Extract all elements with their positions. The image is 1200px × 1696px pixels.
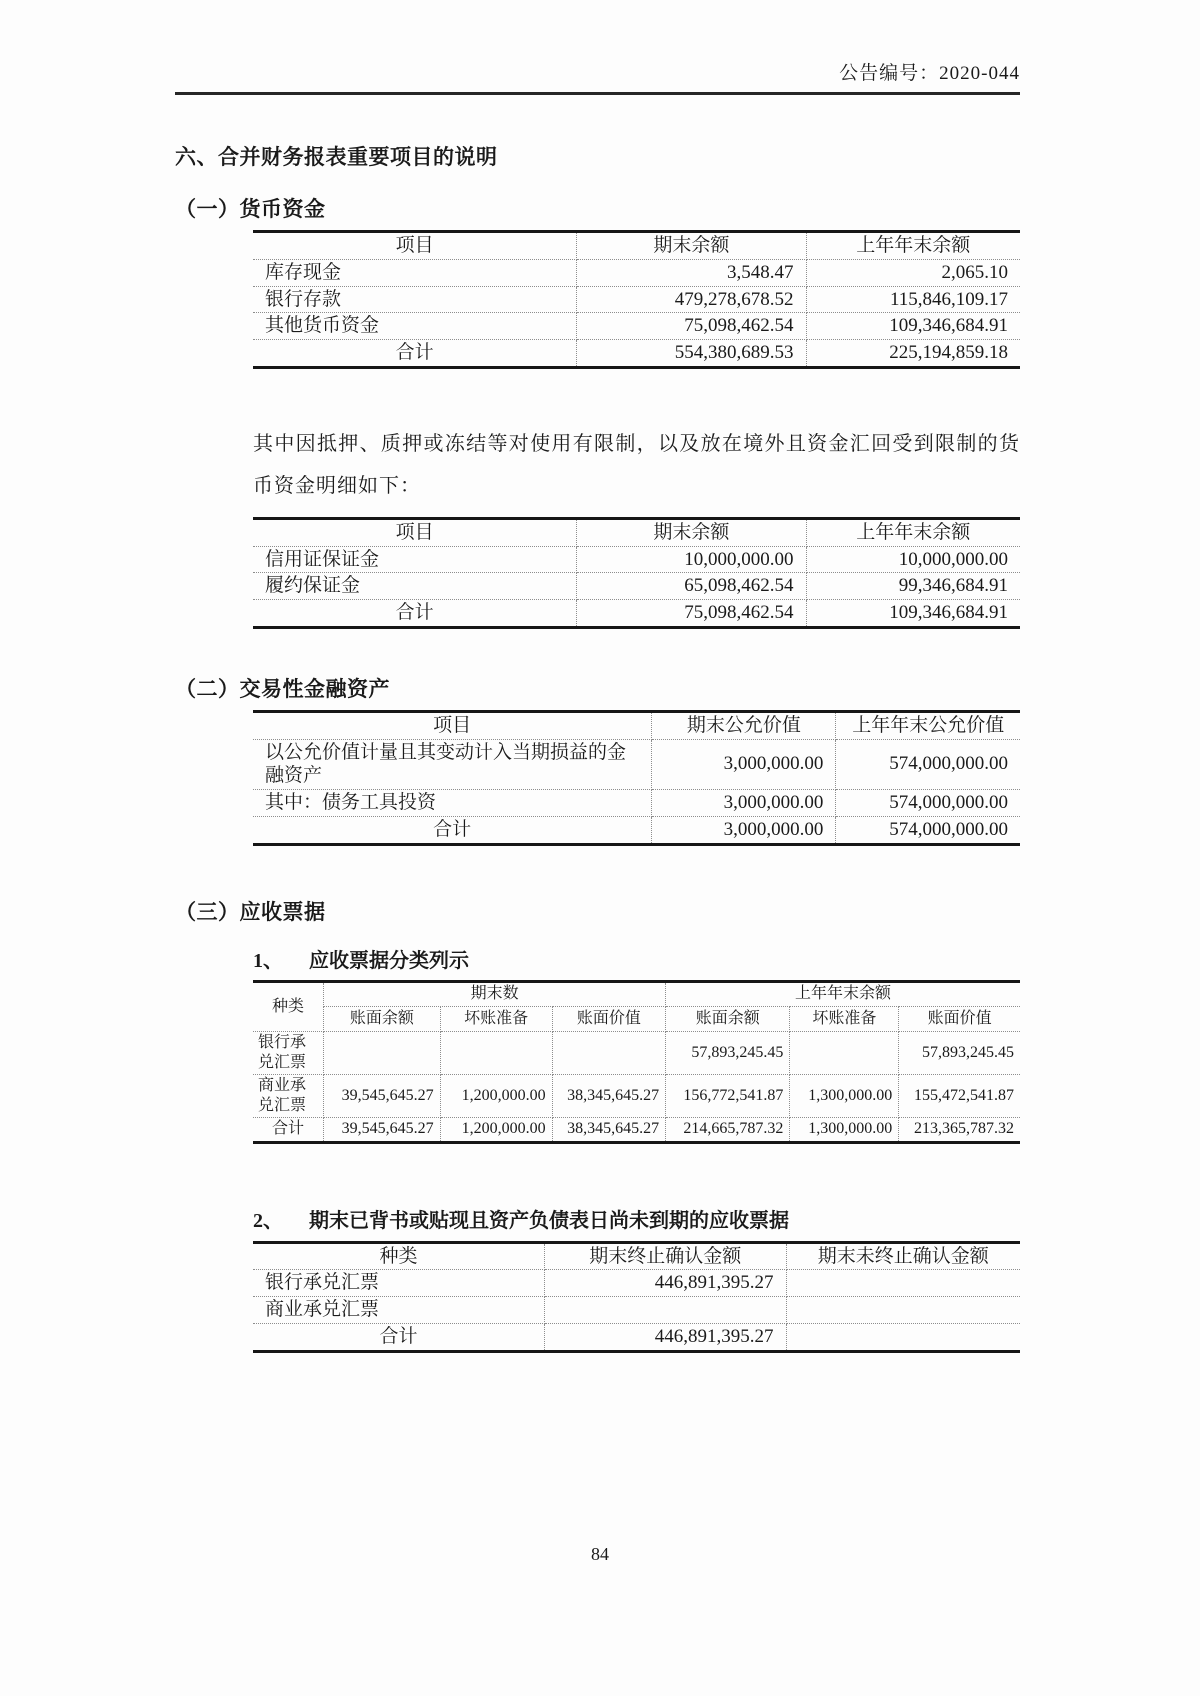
table-row [253, 739, 1020, 790]
restricted-funds-note: 其中因抵押、质押或冻结等对使用有限制，以及放在境外且资金汇回受到限制的货币资金明细如下： [253, 432, 1020, 497]
cell-value: 65,098,462.54 [577, 573, 806, 600]
cell-value [440, 1031, 552, 1074]
column-header: 账面余额 [666, 1006, 790, 1031]
cell-value: 99,346,684.91 [806, 573, 1020, 600]
cell-value [786, 1270, 1020, 1297]
cell-label: 商业承兑汇票 [253, 1074, 324, 1117]
cell-label: 合计 [253, 1117, 324, 1142]
cell-value [544, 1297, 786, 1324]
cell-value: 75,098,462.54 [577, 600, 806, 628]
column-header: 账面价值 [899, 1006, 1020, 1031]
cell-label: 其他货币资金 [253, 313, 577, 340]
cell-value: 3,000,000.00 [652, 816, 836, 844]
subsection-2-title-text: 期末已背书或贴现且资产负债表日尚未到期的应收票据 [309, 1209, 789, 1232]
table-header-row [253, 711, 1020, 739]
cell-value: 446,891,395.27 [544, 1270, 786, 1297]
page-number: 84 [591, 1544, 609, 1564]
cell-value: 10,000,000.00 [806, 546, 1020, 573]
table-header-row [253, 1242, 1020, 1270]
cell-label: 库存现金 [253, 259, 577, 286]
cell-label: 以公允价值计量且其变动计入当期损益的金融资产 [253, 739, 652, 790]
cell-value: 57,893,245.45 [899, 1031, 1020, 1074]
cell-value: 3,000,000.00 [652, 739, 836, 790]
column-header: 种类 [253, 981, 324, 1031]
table-row [253, 1074, 1020, 1117]
cell-value [790, 1031, 899, 1074]
cell-value [786, 1324, 1020, 1352]
cell-label: 履约保证金 [253, 573, 577, 600]
subsection-1-title [253, 944, 1020, 973]
restricted-funds-table [253, 517, 1020, 629]
page-content [175, 0, 1020, 1353]
column-header: 期末公允价值 [652, 711, 836, 739]
cell-value: 574,000,000.00 [889, 818, 1008, 840]
cell-value: 109,346,684.91 [889, 602, 1008, 623]
column-header: 项目 [253, 711, 652, 739]
cell-value: 214,665,787.32 [666, 1117, 790, 1142]
table-row [253, 286, 1020, 313]
subsection-1-number: 1、 [253, 949, 283, 972]
cell-value: 1,300,000.00 [790, 1074, 899, 1117]
column-header: 期末余额 [577, 232, 806, 260]
table-header-row [253, 518, 1020, 546]
notes-classification-table [253, 980, 1020, 1144]
cell-label: 银行承兑汇票 [253, 1031, 324, 1074]
cell-value: 38,345,645.27 [552, 1117, 666, 1142]
cell-value: 225,194,859.18 [889, 342, 1008, 363]
cell-value [552, 1031, 666, 1074]
cell-label: 合计 [253, 600, 577, 628]
cell-value: 574,000,000.00 [836, 739, 1020, 790]
column-header: 期末未终止确认金额 [786, 1242, 1020, 1270]
table-header-row [253, 232, 1020, 260]
cell-value: 57,893,245.45 [666, 1031, 790, 1074]
cell-value: 1,300,000.00 [790, 1117, 899, 1142]
cell-value: 1,200,000.00 [440, 1074, 552, 1117]
cell-label: 合计 [253, 340, 577, 368]
subsection-1-title-text: 应收票据分类列示 [309, 949, 469, 972]
table-total-row [253, 600, 1020, 628]
cell-value: 554,380,689.53 [577, 340, 806, 368]
table-subheader-row [253, 1006, 1020, 1031]
column-header: 期末终止确认金额 [544, 1242, 786, 1270]
table-header-row [253, 981, 1020, 1006]
cell-label: 银行承兑汇票 [253, 1270, 544, 1297]
subsection-2-number: 2、 [253, 1209, 283, 1232]
column-header: 上年年末余额 [806, 518, 1020, 546]
cell-value: 10,000,000.00 [577, 546, 806, 573]
table-total-row [253, 1324, 1020, 1352]
column-header: 种类 [253, 1242, 544, 1270]
announcement-number: 公告编号：2020-044 [839, 63, 1020, 84]
table-row [253, 1031, 1020, 1074]
table-total-row [253, 340, 1020, 368]
column-header: 项目 [253, 232, 577, 260]
cell-label: 信用证保证金 [253, 546, 577, 573]
cell-value: 39,545,645.27 [324, 1117, 441, 1142]
cell-value: 1,200,000.00 [440, 1117, 552, 1142]
column-group-header: 上年年末余额 [666, 981, 1020, 1006]
cell-value: 2,065.10 [806, 259, 1020, 286]
cell-label: 银行存款 [253, 286, 577, 313]
cell-value: 75,098,462.54 [577, 313, 806, 340]
column-header: 账面价值 [552, 1006, 666, 1031]
cell-value: 115,846,109.17 [806, 286, 1020, 313]
table-row [253, 573, 1020, 600]
column-header: 期末余额 [577, 518, 806, 546]
cell-value [324, 1031, 441, 1074]
cell-value: 155,472,541.87 [899, 1074, 1020, 1117]
cell-label: 合计 [253, 1324, 544, 1352]
cell-value: 38,345,645.27 [552, 1074, 666, 1117]
cell-value: 574,000,000.00 [836, 790, 1020, 817]
table-row [253, 1270, 1020, 1297]
cell-label: 商业承兑汇票 [253, 1297, 544, 1324]
section-title-trading-financial-assets: （二）交易性金融资产 [175, 676, 390, 701]
column-header: 坏账准备 [790, 1006, 899, 1031]
cell-value [786, 1297, 1020, 1324]
cell-label: 合计 [253, 816, 652, 844]
table-row [253, 1297, 1020, 1324]
cell-label: 其中：债务工具投资 [253, 790, 652, 817]
column-header: 上年年末公允价值 [836, 711, 1020, 739]
cell-value: 109,346,684.91 [806, 313, 1020, 340]
column-header: 坏账准备 [440, 1006, 552, 1031]
cell-value: 446,891,395.27 [544, 1324, 786, 1352]
monetary-funds-table [253, 230, 1020, 369]
column-header: 项目 [253, 518, 577, 546]
table-row [253, 259, 1020, 286]
cell-value: 3,548.47 [577, 259, 806, 286]
table-total-row [253, 816, 1020, 844]
table-row [253, 546, 1020, 573]
cell-value: 39,545,645.27 [324, 1074, 441, 1117]
cell-value: 156,772,541.87 [666, 1074, 790, 1117]
subsection-2-title [253, 1204, 1020, 1233]
section-title-monetary-funds: （一）货币资金 [175, 197, 326, 221]
cell-value: 479,278,678.52 [577, 286, 806, 313]
table-row [253, 790, 1020, 817]
trading-financial-assets-table [253, 710, 1020, 846]
cell-value: 3,000,000.00 [652, 790, 836, 817]
table-total-row [253, 1117, 1020, 1142]
table-row [253, 313, 1020, 340]
endorsed-notes-table [253, 1241, 1020, 1354]
doc-header [175, 0, 1020, 95]
main-title: 六、合并财务报表重要项目的说明 [175, 145, 498, 169]
column-header: 上年年末余额 [806, 232, 1020, 260]
section-title-notes-receivable: （三）应收票据 [175, 899, 326, 924]
cell-value: 213,365,787.32 [914, 1120, 1014, 1137]
column-header: 账面余额 [324, 1006, 441, 1031]
column-group-header: 期末数 [324, 981, 666, 1006]
